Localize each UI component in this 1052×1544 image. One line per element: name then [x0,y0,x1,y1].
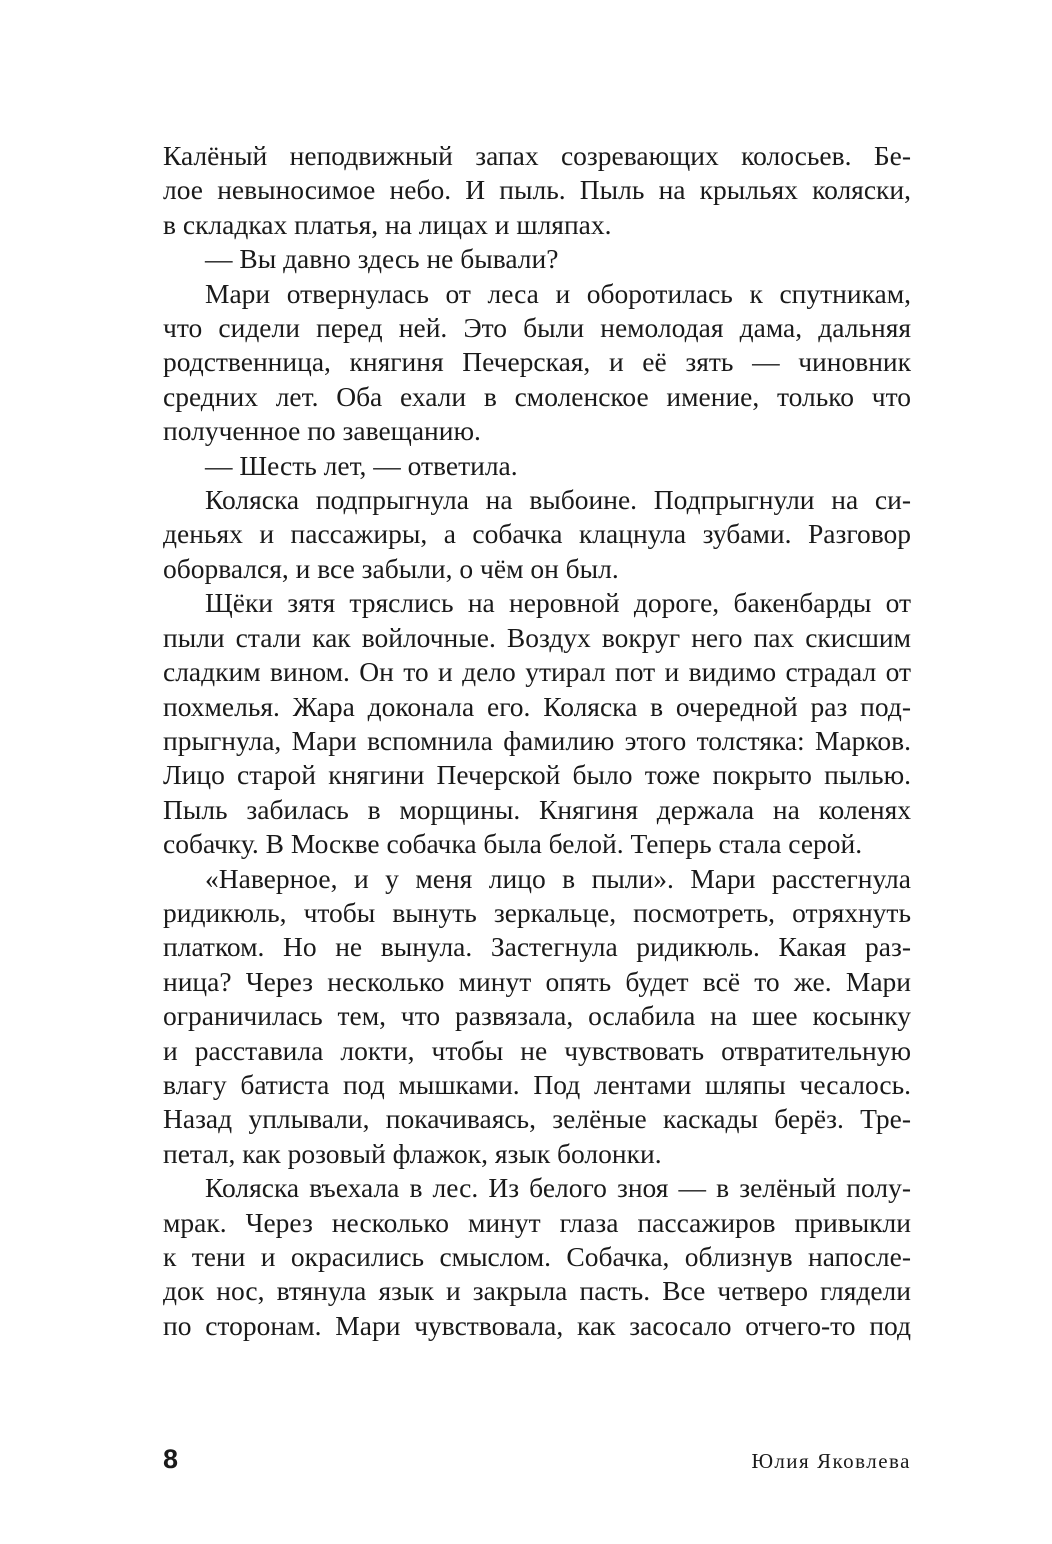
text-line: оборвался, и все забыли, о чём он был. [163,552,619,584]
text-line: и расставила локти, чтобы не чувствовать отвратительную [163,1034,911,1066]
text-line: Коляска подпрыгнула на выбоине. Подпрыгнули на си- [205,484,911,516]
page-body [163,139,911,1343]
paragraph [163,483,911,586]
text-line: — Вы давно здесь не бывали? [205,243,559,275]
text-line: по сторонам. Мари чувствовала, как засосало отчего-то под [163,1309,911,1341]
text-line: ридикюль, чтобы вынуть зеркальце, посмотреть, отряхнуть [163,896,911,928]
text-line: Щёки зятя тряслись на неровной дороге, бакенбарды от [205,587,911,619]
text-line: ограничилась тем, что развязала, ослабила на шее косынку [163,1000,911,1032]
text-line: ница? Через несколько минут опять будет всё то же. Мари [163,965,911,997]
running-footer-author: Юлия Яковлева [751,1449,911,1473]
text-line: Назад уплывали, покачиваясь, зелёные каскады берёз. Тре- [163,1103,911,1135]
text-line: похмелья. Жара доконала его. Коляска в очередной раз под- [163,690,911,722]
text-line: собачку. В Москве собачка была белой. Теперь стала серой. [163,828,863,860]
text-line: — Шесть лет, — ответила. [205,449,518,481]
text-line: Калёный неподвижный запах созревающих колосьев. Бе- [163,140,911,171]
paragraph [163,586,911,861]
text-line: «Наверное, и у меня лицо в пыли». Мари расстегнула [205,862,911,894]
paragraph [163,862,911,1172]
text-line: док нос, втянула язык и закрыла пасть. Все четверо глядели [163,1275,911,1307]
text-line: петал, как розовый флажок, язык болонки. [163,1137,662,1169]
text-line: мрак. Через несколько минут глаза пассажиров привыкли [163,1206,911,1238]
text-line: родственница, княгиня Печерская, и её зять — чиновник [163,346,911,378]
text-line: Лицо старой княгини Печерской было тоже покрыто пылью. [163,759,911,791]
paragraph [163,139,911,242]
paragraph [163,449,911,483]
paragraph [163,277,911,449]
paragraph [163,242,911,276]
text-line: Мари отвернулась от леса и оборотилась к спутникам, [205,277,911,309]
text-line: полученное по завещанию. [163,415,481,447]
text-line: пыли стали как войлочные. Воздух вокруг него пах скисшим [163,621,911,653]
text-line: Пыль забилась в морщины. Княгиня держала на коленях [163,793,911,825]
text-line: платком. Но не вынула. Застегнула ридикюль. Какая раз- [163,931,911,963]
page-number: 8 [163,1444,179,1474]
text-line: к тени и окрасились смыслом. Собачка, облизнув напосле- [163,1241,911,1272]
text-line: прыгнула, Мари вспомнила фамилию этого толстяка: Марков. [163,724,911,756]
text-line: сладким вином. Он то и дело утирал пот и видимо страдал от [163,656,911,688]
text-line: что сидели перед ней. Это были немолодая дама, дальняя [163,312,911,344]
text-line: Коляска въехала в лес. Из белого зноя — в зелёный полу- [205,1172,911,1204]
paragraph [163,1171,911,1343]
text-line: деньях и пассажиры, а собачка клацнула зубами. Разговор [163,518,911,550]
text-line: лое невыносимое небо. И пыль. Пыль на крыльях коляски, [163,174,911,206]
text-line: средних лет. Оба ехали в смоленское имение, только что [163,380,911,412]
text-line: в складках платья, на лицах и шляпах. [163,208,612,240]
text-line: влагу батиста под мышками. Под лентами шляпы чесалось. [163,1068,911,1100]
